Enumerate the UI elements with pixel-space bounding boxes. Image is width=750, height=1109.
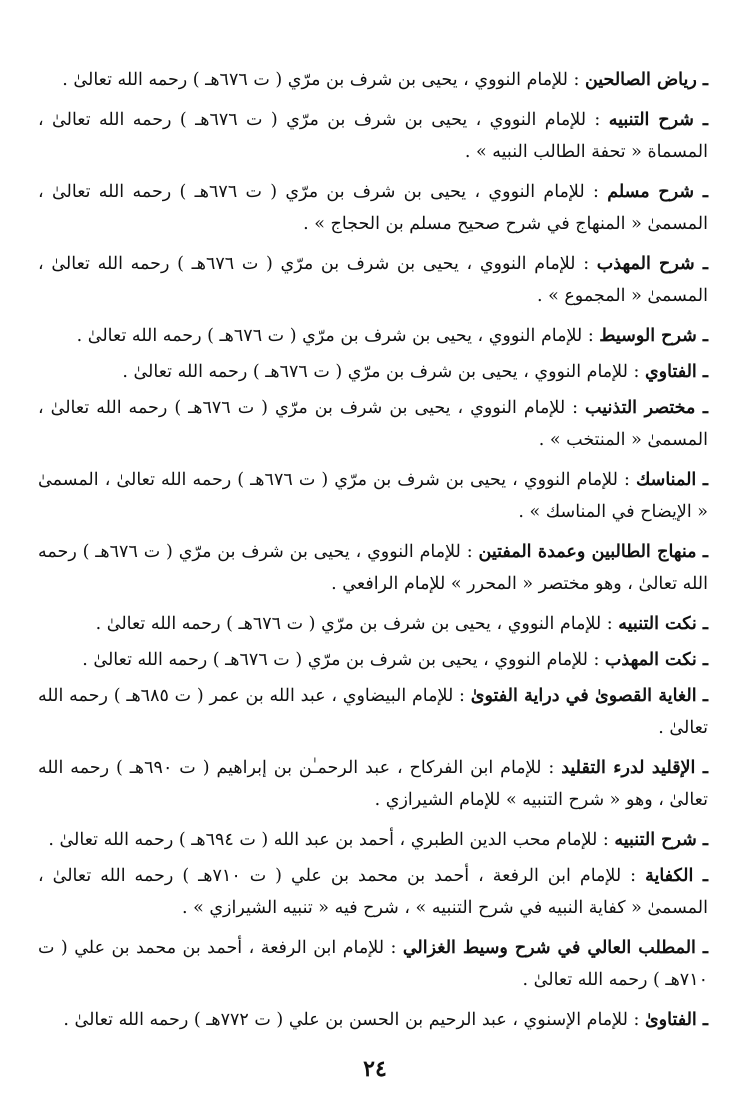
entry [38, 932, 708, 996]
entry-body: : للإمام ابن الرفعة ، أحمد بن محمد بن علي ( ت ٧١٠هـ ) رحمه الله تعالىٰ ، المسمىٰ « كفاية النبيه في شرح التنبيه » ، شرح فيه « تنبيه الشيرازي » . [38, 866, 708, 918]
entry-title: ـ شرح الوسيط [599, 326, 708, 346]
entry-title: ـ الغاية القصوىٰ في دراية الفتوىٰ [470, 686, 708, 706]
entry-title: ـ الإقليد لدرء التقليد [561, 758, 708, 778]
entry-title: ـ الفتاوي [644, 362, 708, 382]
entry-body: : للإمام محب الدين الطبري ، أحمد بن عبد الله ( ت ٦٩٤هـ ) رحمه الله تعالىٰ . [48, 830, 615, 850]
entry-body: : للإمام ابن الرفعة ، أحمد بن محمد بن علي ( ت ٧١٠هـ ) رحمه الله تعالىٰ . [38, 938, 708, 990]
entry [38, 64, 708, 96]
entry [38, 320, 708, 352]
entry [38, 104, 708, 168]
entry-title: ـ شرح التنبيه [608, 110, 708, 130]
entry-body: : للإمام النووي ، يحيى بن شرف بن مرّي ( ت ٦٧٦هـ ) رحمه الله تعالىٰ ، المسمىٰ « الإيضاح في المناسك » . [38, 470, 708, 522]
entry-title: ـ مختصر التذنيب [585, 398, 708, 418]
entry [38, 176, 708, 240]
entry-body: : للإمام النووي ، يحيى بن شرف بن مرّي ( ت ٦٧٦هـ ) رحمه الله تعالىٰ ، المسمىٰ « المجموع » . [38, 254, 708, 306]
entry [38, 824, 708, 856]
entry [38, 860, 708, 924]
entry [38, 464, 708, 528]
entry-title: ـ الفتاوىٰ [644, 1010, 708, 1030]
entry [38, 536, 708, 600]
entry-body: : للإمام البيضاوي ، عبد الله بن عمر ( ت ٦٨٥هـ ) رحمه الله تعالىٰ . [38, 686, 708, 738]
entry [38, 248, 708, 312]
entry-title: ـ منهاج الطالبين وعمدة المفتين [478, 542, 709, 562]
entry [38, 680, 708, 744]
entry-body: : للإمام الإسنوي ، عبد الرحيم بن الحسن بن علي ( ت ٧٧٢هـ ) رحمه الله تعالىٰ . [63, 1010, 645, 1030]
entry [38, 1004, 708, 1036]
entry-title: ـ المطلب العالي في شرح وسيط الغزالي [402, 938, 709, 958]
entry-body: : للإمام النووي ، يحيى بن شرف بن مرّي ( ت ٦٧٦هـ ) رحمه الله تعالىٰ ، المسمىٰ « المنهاج في شرح صحيح مسلم بن الحجاج » . [38, 182, 708, 234]
entry [38, 752, 708, 816]
entry-body: : للإمام النووي ، يحيى بن شرف بن مرّي ( ت ٦٧٦هـ ) رحمه الله تعالىٰ . [76, 326, 600, 346]
entry [38, 644, 708, 676]
entry-body: : للإمام النووي ، يحيى بن شرف بن مرّي ( ت ٦٧٦هـ ) رحمه الله تعالىٰ . [62, 70, 585, 90]
page-content [38, 64, 708, 1044]
entry [38, 608, 708, 640]
entry-title: ـ رياض الصالحين [584, 70, 708, 90]
entry-body: : للإمام النووي ، يحيى بن شرف بن مرّي ( ت ٦٧٦هـ ) رحمه الله تعالىٰ . [95, 614, 619, 634]
entry-title: ـ شرح التنبيه [614, 830, 708, 850]
entry-body: : للإمام النووي ، يحيى بن شرف بن مرّي ( ت ٦٧٦هـ ) رحمه الله تعالىٰ . [82, 650, 605, 670]
entry-body: : للإمام النووي ، يحيى بن شرف بن مرّي ( ت ٦٧٦هـ ) رحمه الله تعالىٰ ، المسماة « تحفة الطالب النبيه » . [38, 110, 708, 162]
entry-body: : للإمام ابن الفركاح ، عبد الرحمـٰن بن إبراهيم ( ت ٦٩٠هـ ) رحمه الله تعالىٰ ، وهو « شرح التنبيه » للإمام الشيرازي . [38, 758, 708, 810]
entry-title: ـ شرح المهذب [596, 254, 708, 274]
entry [38, 392, 708, 456]
entry-body: : للإمام النووي ، يحيى بن شرف بن مرّي ( ت ٦٧٦هـ ) رحمه الله تعالىٰ ، وهو مختصر « المحرر » للإمام الرافعي . [38, 542, 708, 594]
entry-title: ـ شرح مسلم [607, 182, 709, 202]
page-number: ٢٤ [363, 1056, 387, 1082]
entry-title: ـ نكت التنبيه [618, 614, 708, 634]
entry-body: : للإمام النووي ، يحيى بن شرف بن مرّي ( ت ٦٧٦هـ ) رحمه الله تعالىٰ ، المسمىٰ « المنتخب » . [38, 398, 708, 450]
entry-body: : للإمام النووي ، يحيى بن شرف بن مرّي ( ت ٦٧٦هـ ) رحمه الله تعالىٰ . [122, 362, 645, 382]
entry-title: ـ نكت المهذب [604, 650, 708, 670]
entry-title: ـ الكفاية [645, 866, 709, 886]
entry [38, 356, 708, 388]
entry-title: ـ المناسك [635, 470, 708, 490]
